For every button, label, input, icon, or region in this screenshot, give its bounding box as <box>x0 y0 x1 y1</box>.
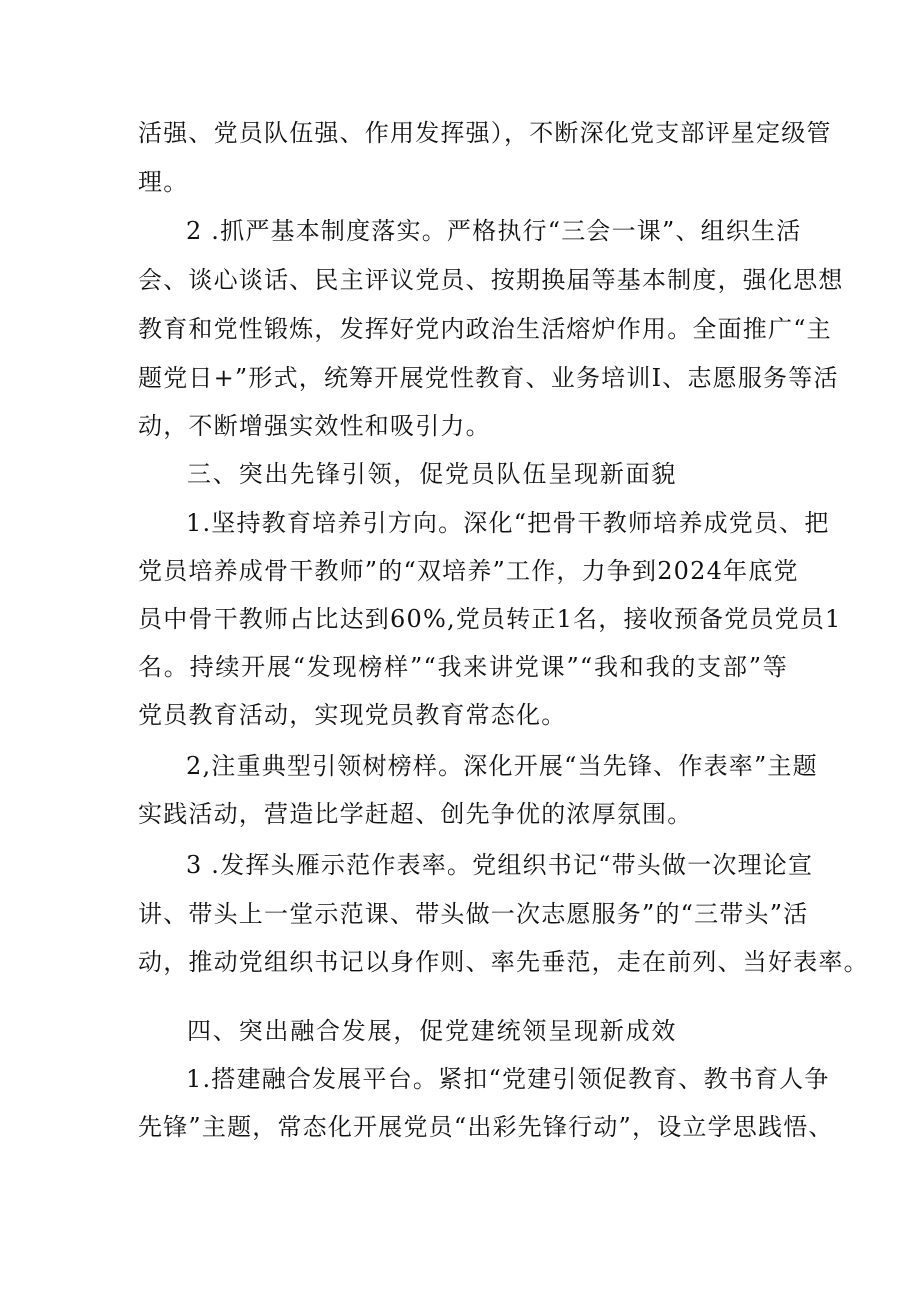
paragraph-line: 题党日+”形式，统筹开展党性教育、业务培训I、志愿服务等活 <box>138 364 839 392</box>
paragraph-line: 实践活动，营造比学赶超、创先争优的浓厚氛围。 <box>138 800 693 828</box>
paragraph-line: 讲、带头上一堂示范课、带头做一次志愿服务”的“三带头”活 <box>138 900 809 928</box>
section-heading: 四、突出融合发展，促党建统领呈现新成效 <box>187 1017 678 1045</box>
paragraph-line: 活强、党员队伍强、作用发挥强），不断深化党支部评星定级管 <box>138 119 832 147</box>
paragraph-line: 名。持续开展“发现榜样”“我来讲党课”“我和我的支部”等 <box>138 653 788 681</box>
paragraph-line: 2,注重典型引领树榜样。深化开展“当先锋、作表率”主题 <box>186 752 818 780</box>
section-heading: 三、突出先锋引领，促党员队伍呈现新面貌 <box>187 460 678 488</box>
paragraph-line: 1.坚持教育培养引方向。深化“把骨干教师培养成党员、把 <box>186 509 830 537</box>
paragraph-line: 理。 <box>138 168 189 196</box>
paragraph-line: 会、谈心谈话、民主评议党员、按期换届等基本制度，强化思想 <box>138 266 844 294</box>
paragraph-line: 先锋”主题，常态化开展党员“出彩先锋行动”，设立学思践悟、 <box>138 1113 834 1141</box>
paragraph-line: 教育和党性锻炼，发挥好党内政治生活熔炉作用。全面推广“主 <box>138 315 832 343</box>
paragraph-line: 3 .发挥头雁示范作表率。党组织书记“带头做一次理论宣 <box>186 851 814 879</box>
paragraph-line: 党员培养成骨干教师”的“双培养”工作，力争到2024年底党 <box>138 557 799 585</box>
paragraph-line: 党员教育活动，实现党员教育常态化。 <box>138 701 567 729</box>
paragraph-line: 动，不断增强实效性和吸引力。 <box>138 412 491 440</box>
paragraph-line: 1.搭建融合发展平台。紧扣“党建引领促教育、教书育人争 <box>186 1065 830 1093</box>
paragraph-line: 2 .抓严基本制度落实。严格执行“三会一课”、组织生活 <box>186 217 802 245</box>
paragraph-line: 动，推动党组织书记以身作则、率先垂范，走在前列、当好表率。 <box>138 948 869 976</box>
paragraph-line: 员中骨干教师占比达到60%,党员转正1名，接收预备党员党员1 <box>138 605 842 633</box>
